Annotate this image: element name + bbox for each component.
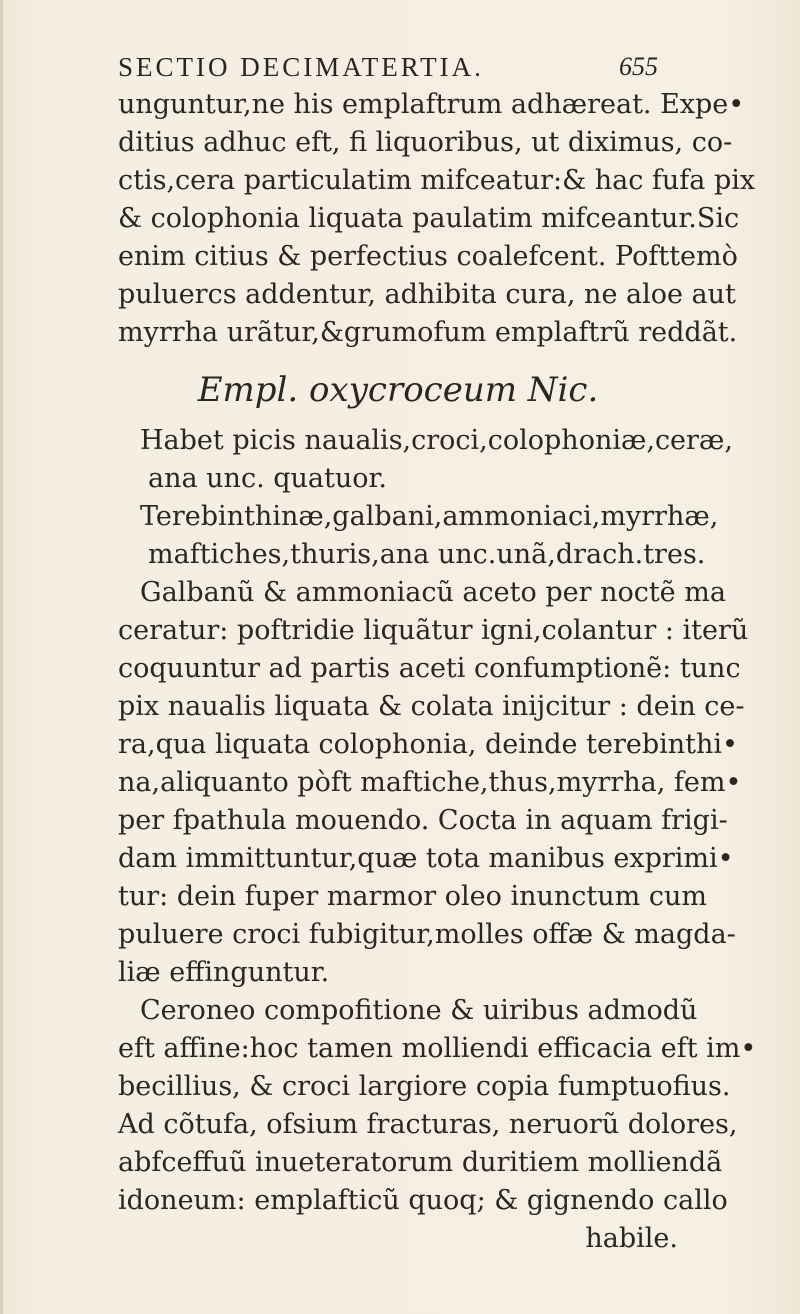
text-line: ra,qua liquata colophonia, deinde terebinthi•	[118, 729, 738, 760]
text-line: & colophonia liquata paulatim mifceantur.Sic	[118, 203, 740, 234]
paragraph-2	[118, 422, 749, 992]
text-line: Ad cõtufa, ofsium fracturas, neruorũ dolores,	[118, 1109, 738, 1140]
text-line: ana unc. quatuor.	[148, 463, 388, 494]
page-number: 655	[619, 52, 658, 81]
page-gutter	[0, 0, 3, 1314]
text-line: Habet picis naualis,croci,colophoniæ,ceræ,	[140, 425, 733, 456]
paragraph-1	[118, 86, 756, 352]
running-head-title: SECTIO DECIMATERTIA.	[118, 52, 484, 82]
text-line: unguntur,ne his emplaftrum adhæreat. Expe•	[118, 89, 745, 120]
text-line: na,aliquanto pòft maftiche,thus,myrrha, fem•	[118, 767, 742, 798]
text-line: habile.	[585, 1223, 678, 1254]
text-line: eft affine:hoc tamen molliendi efficacia eft im•	[118, 1033, 757, 1064]
text-line: becillius, & croci largiore copia fumptuofius.	[118, 1071, 731, 1102]
text-line: ditius adhuc eft, fi liquoribus, ut diximus, co-	[118, 127, 733, 158]
text-line: puluere croci fubigitur,molles offæ & magda-	[118, 919, 736, 950]
text-block	[118, 86, 757, 1258]
section-heading: Empl. oxycroceum Nic.	[197, 370, 599, 410]
text-line: dam immittuntur,quæ tota manibus exprimi•	[118, 843, 734, 874]
text-line: enim citius & perfectius coalefcent. Pofttemò	[118, 241, 738, 272]
text-line: liæ effinguntur.	[118, 957, 330, 988]
text-line: coquuntur ad partis aceti confumptionẽ: tunc	[118, 653, 741, 684]
text-line: ceratur: poftridie liquãtur igni,colantur : iterũ	[118, 615, 749, 646]
text-line: Ceroneo compofitione & uiribus admodũ	[140, 995, 698, 1026]
text-line: per fpathula mouendo. Cocta in aquam frigi-	[118, 805, 728, 836]
text-line: Galbanũ & ammoniacũ aceto per noctẽ ma	[140, 577, 726, 608]
text-line: idoneum: emplafticũ quoq; & gignendo callo	[118, 1185, 728, 1216]
text-line: pix naualis liquata & colata inijcitur : dein ce-	[118, 691, 745, 722]
text-line: ctis,cera particulatim mifceatur:& hac fufa pix	[118, 165, 756, 196]
text-line: puluercs addentur, adhibita cura, ne aloe aut	[118, 279, 736, 310]
text-line: Terebinthinæ,galbani,ammoniaci,myrrhæ,	[140, 501, 719, 532]
text-line: myrrha urãtur,&grumofum emplaftrũ reddãt.	[118, 317, 738, 348]
text-line: maftiches,thuris,ana unc.unã,drach.tres.	[148, 539, 706, 570]
paragraph-3	[118, 992, 757, 1258]
text-line: abfceffuũ inueteratorum duritiem molliendã	[118, 1147, 723, 1178]
text-line: tur: dein fuper marmor oleo inunctum cum	[118, 881, 707, 912]
